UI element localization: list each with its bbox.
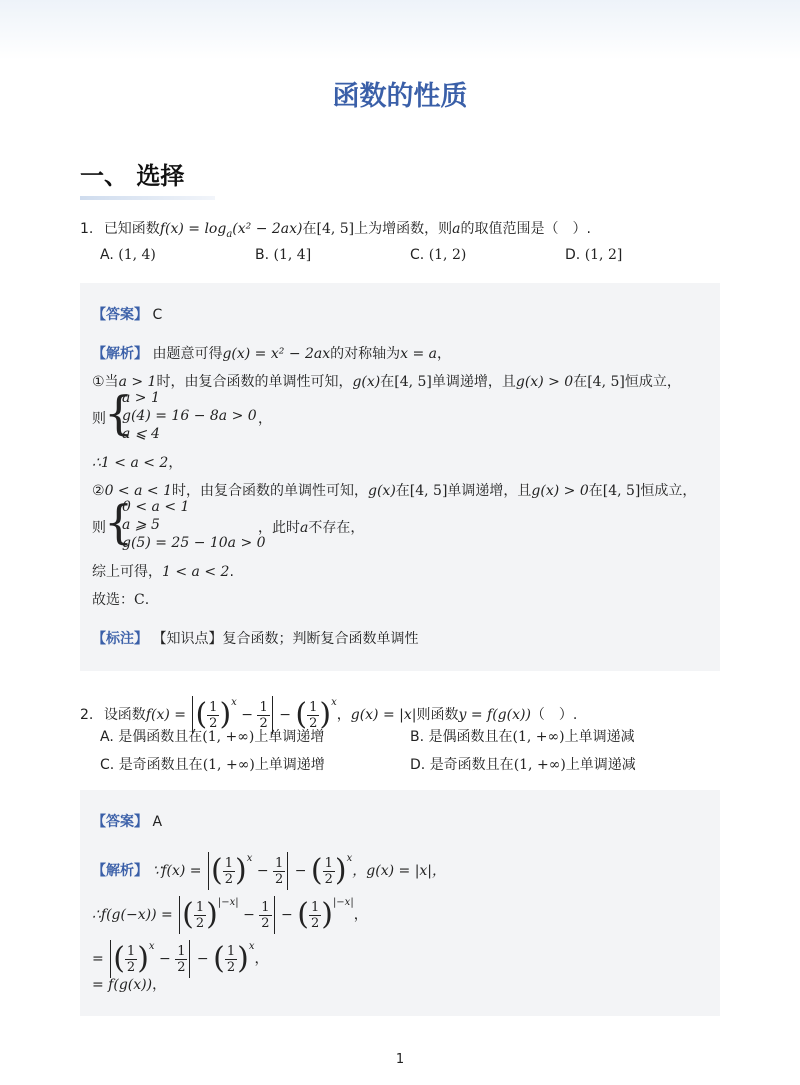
paren: ) xyxy=(219,697,232,732)
math: = f(g(x)) xyxy=(92,977,153,993)
q1-stem xyxy=(80,218,591,240)
math: g(x) xyxy=(352,374,381,390)
option-text: 是奇函数且在 xyxy=(429,757,514,773)
math: [4, 5] xyxy=(587,374,625,390)
q1-note xyxy=(92,628,418,648)
fraction xyxy=(125,944,137,975)
option-label: C. xyxy=(100,757,115,773)
denominator: 2 xyxy=(309,715,318,731)
q1-conclusion xyxy=(92,561,234,581)
q2-analysis-line2 xyxy=(92,884,368,934)
math: g(x) > 0 xyxy=(515,374,574,390)
exponent: x xyxy=(331,697,337,708)
denominator: 2 xyxy=(310,915,320,931)
option-value: (1, 2] xyxy=(584,247,623,263)
math: [4, 5] xyxy=(394,374,432,390)
fraction xyxy=(323,856,335,887)
paren: ( xyxy=(297,897,309,932)
numerator: 1 xyxy=(126,943,136,959)
text: 的对称轴为 xyxy=(330,346,401,362)
q2-option-a[interactable] xyxy=(100,726,324,746)
q1-system2-brace: { xyxy=(104,495,134,549)
text: ，此时 xyxy=(258,520,300,536)
option-math: (1, +∞) xyxy=(202,757,255,773)
text: ①当 xyxy=(92,374,119,390)
exponent: x xyxy=(346,853,353,864)
text: ② xyxy=(92,483,105,499)
math: = xyxy=(92,951,104,967)
text: 时，由复合函数的单调性可知， xyxy=(172,483,368,499)
paren: ) xyxy=(319,697,332,732)
text: 由题意可得 xyxy=(152,346,223,362)
paren: ) xyxy=(321,897,333,932)
q2-answer xyxy=(92,811,162,831)
math: ∴1 < a < 2 xyxy=(92,455,169,471)
q1-option-d[interactable] xyxy=(565,247,622,263)
denominator: 2 xyxy=(224,871,233,887)
q1-stem-text-c: 上为增函数，则 xyxy=(354,221,453,237)
text: （ ）. xyxy=(530,707,578,723)
q1-stem-text-b: 在 xyxy=(302,221,317,237)
option-text: 上单调递增 xyxy=(254,729,325,745)
text: ， xyxy=(168,455,183,471)
denominator: 2 xyxy=(259,715,268,731)
text: 在 xyxy=(573,374,588,390)
paren: ( xyxy=(113,941,125,976)
q1-log-arg: (x² − 2ax) xyxy=(232,221,303,237)
analysis-tag: 【解析】 xyxy=(92,346,148,362)
abs-bar xyxy=(189,940,190,978)
fraction xyxy=(223,856,235,887)
page-header-fade xyxy=(0,0,800,60)
math: C xyxy=(134,592,145,608)
option-math: (1, +∞) xyxy=(512,729,565,745)
q1-solution-box xyxy=(80,283,720,671)
note-text: 【知识点】复合函数；判断复合函数单调性 xyxy=(152,631,419,647)
option-value: (1, 4] xyxy=(273,247,312,263)
q1-system1-line3: a ⩽ 4 xyxy=(122,426,160,442)
abs-bar xyxy=(274,896,275,934)
text: 在 xyxy=(588,483,603,499)
math: − xyxy=(279,707,291,723)
paren: ) xyxy=(137,941,149,976)
numerator: 1 xyxy=(310,899,320,915)
section-heading: 一、 选择 xyxy=(80,162,185,190)
q1-system1-line1: a > 1 xyxy=(122,390,160,406)
fraction xyxy=(309,900,321,931)
q1-analysis-line1 xyxy=(92,343,451,363)
option-text: 是偶函数且在 xyxy=(428,729,513,745)
denominator: 2 xyxy=(126,959,136,975)
math: − xyxy=(241,707,253,723)
q1-option-c[interactable] xyxy=(410,247,466,263)
exponent: x xyxy=(246,853,253,864)
fraction xyxy=(175,944,187,975)
option-label: B. xyxy=(255,247,270,263)
q1-analysis-line4 xyxy=(92,480,696,500)
text: 故选： xyxy=(92,592,134,608)
numerator: 1 xyxy=(275,855,284,871)
q1-var: a xyxy=(452,221,461,237)
math: − xyxy=(243,907,255,923)
q1-log-base: a xyxy=(226,228,233,240)
math: f(x) = xyxy=(145,707,186,723)
text: ， xyxy=(152,977,167,993)
math: − xyxy=(281,907,293,923)
paren: ( xyxy=(195,697,208,732)
note-tag: 【标注】 xyxy=(92,631,148,647)
math: − xyxy=(294,863,307,879)
math: ∵f(x) = xyxy=(152,863,202,879)
text: . xyxy=(229,564,234,580)
q1-system2-ze: 则 xyxy=(92,520,106,536)
text: ， xyxy=(437,346,452,362)
fraction xyxy=(273,856,285,887)
q2-analysis-line4 xyxy=(92,974,166,994)
paren: ) xyxy=(334,853,347,888)
denominator: 2 xyxy=(209,715,218,731)
q1-system2-line2: a ⩾ 5 xyxy=(122,517,160,533)
fraction xyxy=(194,900,206,931)
fraction xyxy=(225,944,237,975)
paren: ) xyxy=(206,897,218,932)
option-value: (1, 2) xyxy=(428,247,467,263)
page-number: 1 xyxy=(395,1052,405,1067)
option-text: 是奇函数且在 xyxy=(118,757,203,773)
option-label: B. xyxy=(410,729,425,745)
exponent: |−x| xyxy=(332,897,354,908)
numerator: 1 xyxy=(309,699,318,715)
numerator: 1 xyxy=(261,899,270,915)
paren: ) xyxy=(235,853,247,888)
option-label: D. xyxy=(410,757,426,773)
denominator: 2 xyxy=(177,959,186,975)
section-underline xyxy=(80,196,215,200)
math: 1 < a < 2 xyxy=(162,564,230,580)
numerator: 1 xyxy=(224,855,233,871)
option-text: 上单调递减 xyxy=(565,757,636,773)
option-math: (1, +∞) xyxy=(202,729,255,745)
q1-analysis-line2 xyxy=(92,371,681,391)
q1-system2-note xyxy=(258,517,364,537)
denominator: 2 xyxy=(261,915,270,931)
text: 恒成立， xyxy=(640,483,697,499)
math: ，g(x) = |x|， xyxy=(352,863,447,879)
math: a xyxy=(300,520,309,536)
math: [4, 5] xyxy=(409,483,448,499)
math: g(x) > 0 xyxy=(531,483,589,499)
numerator: 1 xyxy=(259,699,268,715)
math: [4, 5] xyxy=(602,483,641,499)
paren: ( xyxy=(213,941,225,976)
text: 在 xyxy=(380,374,395,390)
text: ， xyxy=(254,951,269,967)
exponent: |−x| xyxy=(217,897,239,908)
math: − xyxy=(159,951,171,967)
q1-function: f(x) = log xyxy=(159,221,227,237)
text: 恒成立， xyxy=(624,374,681,390)
abs-bar xyxy=(110,940,111,978)
q2-option-b[interactable] xyxy=(410,726,635,746)
math: y = f(g(x)) xyxy=(458,707,531,723)
text: 则函数 xyxy=(416,707,459,723)
q1-stem-text-a: 已知函数 xyxy=(103,221,160,237)
text: 综上可得， xyxy=(92,564,162,580)
option-label: C. xyxy=(410,247,425,263)
fraction xyxy=(259,900,271,931)
q2-analysis-line3 xyxy=(92,928,268,978)
answer-tag: 【答案】 xyxy=(92,814,148,830)
numerator: 1 xyxy=(324,855,333,871)
option-label: D. xyxy=(565,247,581,263)
q1-system1-ze: 则 xyxy=(92,411,106,427)
numerator: 1 xyxy=(177,943,186,959)
math: a > 1 xyxy=(118,374,157,390)
exponent: x xyxy=(231,697,237,708)
page-title: 函数的性质 xyxy=(332,81,468,112)
option-text: 上单调递增 xyxy=(254,757,325,773)
q1-analysis-line3 xyxy=(92,452,182,472)
text: 设函数 xyxy=(103,707,146,723)
exponent: x xyxy=(248,941,255,952)
answer-tag: 【答案】 xyxy=(92,307,148,323)
text: 不存在， xyxy=(308,520,365,536)
option-label: A. xyxy=(100,729,114,745)
numerator: 1 xyxy=(209,699,218,715)
text: ， xyxy=(353,907,368,923)
paren: ) xyxy=(237,941,249,976)
text: 单调递增，且 xyxy=(447,483,532,499)
math: − xyxy=(196,951,209,967)
text: 时，由复合函数的单调性可知， xyxy=(156,374,353,390)
paren: ( xyxy=(182,897,194,932)
math: − xyxy=(256,863,269,879)
q1-option-a[interactable] xyxy=(100,247,156,263)
text: ， xyxy=(336,707,351,723)
q1-system1-line2: g(4) = 16 − 8a > 0 xyxy=(122,408,257,424)
option-math: (1, +∞) xyxy=(513,757,566,773)
paren: ( xyxy=(211,853,223,888)
option-value: (1, 4) xyxy=(118,247,156,263)
denominator: 2 xyxy=(324,871,333,887)
numerator: 1 xyxy=(226,943,236,959)
paren: ( xyxy=(310,853,323,888)
q1-system1-end: ， xyxy=(258,411,272,427)
text: . xyxy=(144,592,150,608)
numerator: 1 xyxy=(195,899,205,915)
q1-system2-line3: g(5) = 25 − 10a > 0 xyxy=(122,535,266,551)
q1-stem-text-d: 的取值范围是（ ）. xyxy=(460,221,591,237)
q1-answer xyxy=(92,304,162,324)
q1-option-b[interactable] xyxy=(255,247,311,263)
denominator: 2 xyxy=(195,915,205,931)
answer-value: A xyxy=(152,814,163,830)
q1-pick xyxy=(92,589,149,609)
q2-option-d[interactable] xyxy=(410,754,636,774)
q2-option-c[interactable] xyxy=(100,754,325,774)
math: 0 < a < 1 xyxy=(104,483,172,499)
paren: ( xyxy=(295,697,308,732)
q2-analysis-line1 xyxy=(92,840,446,890)
option-text: 是偶函数且在 xyxy=(118,729,203,745)
q2-number: 2. xyxy=(80,707,94,723)
option-text: 上单调递减 xyxy=(564,729,635,745)
text: 在 xyxy=(395,483,410,499)
option-label: A. xyxy=(100,247,114,263)
answer-value: C xyxy=(152,307,163,323)
math: g(x) = |x| xyxy=(350,707,417,723)
analysis-tag: 【解析】 xyxy=(92,863,148,879)
exponent: x xyxy=(148,941,155,952)
math: ∴f(g(−x)) = xyxy=(92,907,173,923)
q1-interval: [4, 5] xyxy=(316,221,355,237)
math: g(x) xyxy=(368,483,396,499)
text: 单调递增，且 xyxy=(431,374,516,390)
math: x = a xyxy=(400,346,438,362)
math: g(x) = x² − 2ax xyxy=(222,346,331,362)
denominator: 2 xyxy=(226,959,236,975)
q1-number: 1. xyxy=(80,221,94,237)
q1-system2-line1: 0 < a < 1 xyxy=(122,499,190,515)
denominator: 2 xyxy=(275,871,284,887)
q1-system1-brace: { xyxy=(104,386,134,440)
